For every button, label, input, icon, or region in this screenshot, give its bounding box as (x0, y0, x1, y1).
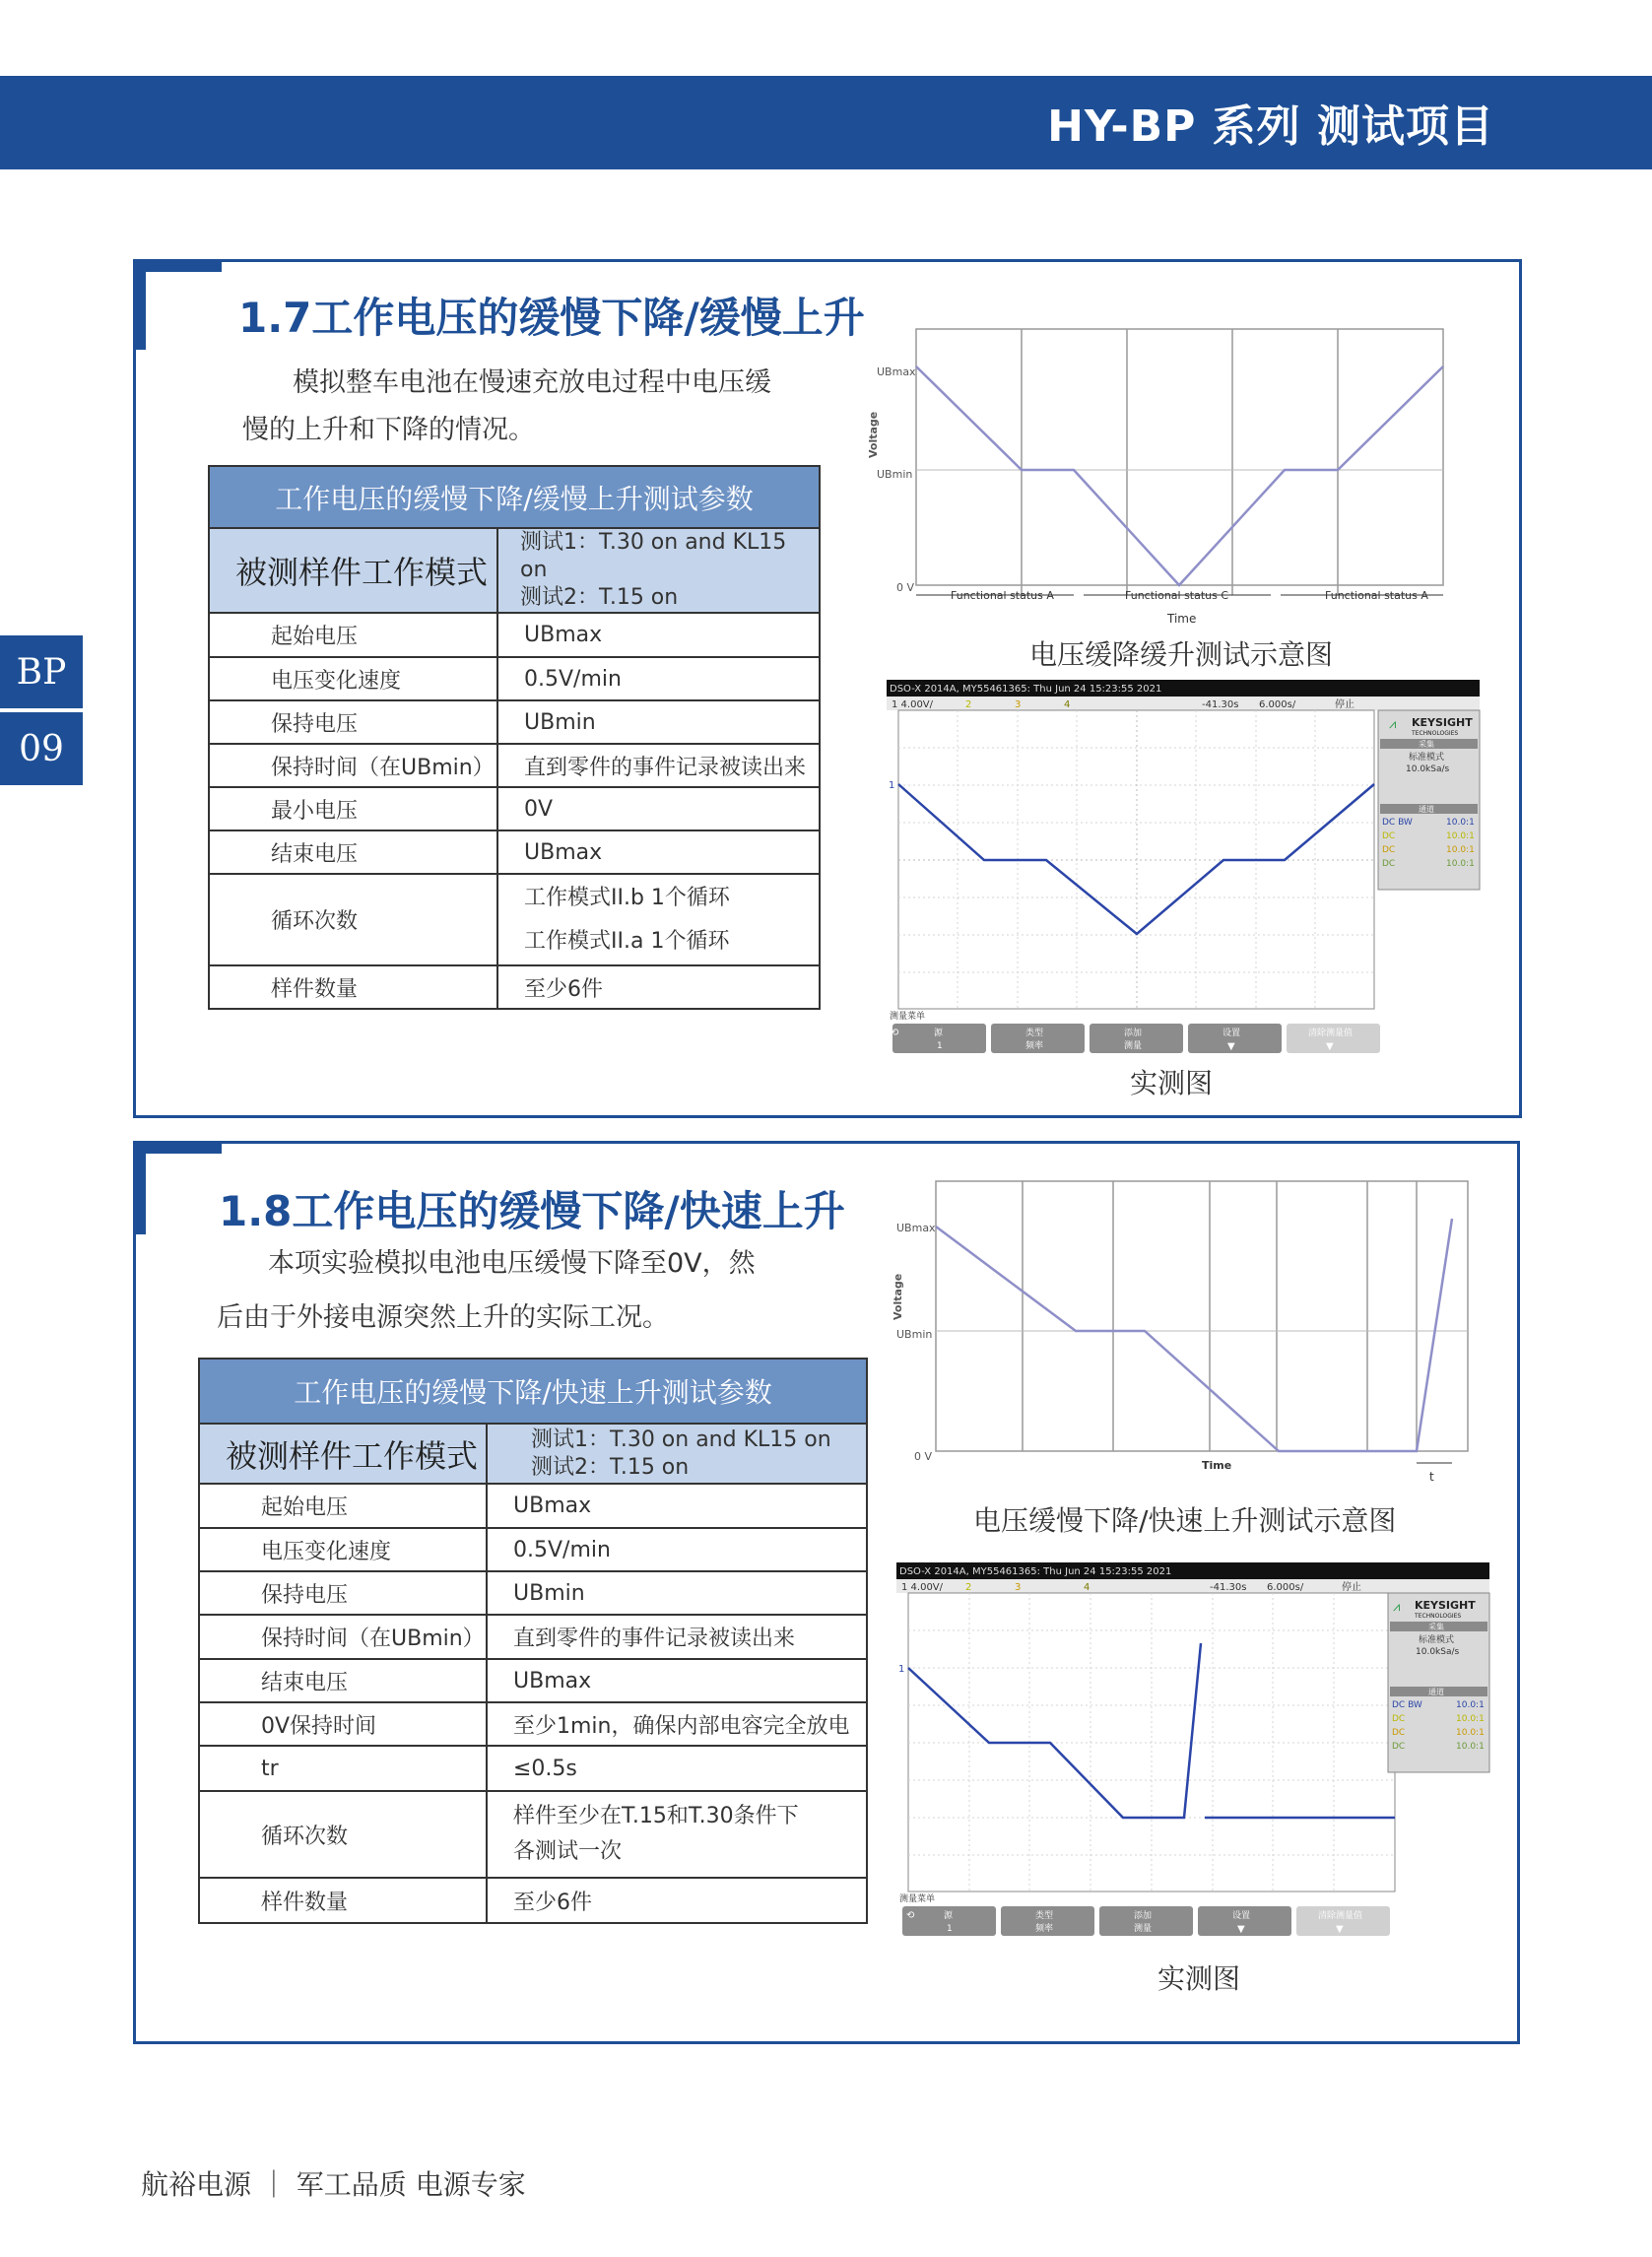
diagram-ubmin-label: UBmin (896, 1328, 933, 1341)
scope-ch4-label: 4 (1064, 699, 1071, 710)
scope-time-offset: -41.30s (1210, 1582, 1247, 1593)
scope-softkey-settings[interactable] (1198, 1906, 1291, 1936)
mode-value-1: 测试1：T.30 on and KL15 on (531, 1427, 831, 1452)
scope-ch4-probe: 10.0:1 (1456, 1742, 1485, 1752)
scope-brand: KEYSIGHT (1415, 1599, 1476, 1612)
scope-time-div: 6.000s/ (1259, 699, 1296, 710)
softkey-label: 设置 (1232, 1911, 1251, 1921)
section-1-8-corner-h (133, 1141, 222, 1154)
scope-menu-title: 测量菜单 (890, 1012, 926, 1022)
scope-ch1-probe: 10.0:1 (1446, 818, 1475, 828)
softkey-label: 源 (944, 1911, 954, 1921)
table-row: 保持时间（在UBmin） 直到零件的事件记录被读出来 (209, 744, 820, 787)
mode-label: 被测样件工作模式 (199, 1424, 487, 1484)
softkey-label: 类型 (1035, 1911, 1054, 1921)
page-number-tab: 09 (0, 712, 83, 785)
status-a-label: Functional status A (951, 589, 1054, 602)
cycle-value-1: 工作模式II.b 1个循环 (524, 885, 730, 910)
softkey-label: 设置 (1222, 1029, 1241, 1038)
softkey-label: 添加 (1134, 1911, 1153, 1921)
section-1-7-diagram (857, 320, 1458, 635)
section-1-8-scope (896, 1562, 1492, 1937)
softkey-value: 1 (947, 1924, 953, 1934)
diagram-zero-label: 0 V (896, 581, 915, 594)
scope-acq-mode: 标准模式 (1419, 1635, 1455, 1645)
cycle-value-1: 样件至少在T.15和T.30条件下 (513, 1804, 799, 1828)
softkey-value: 1 (937, 1041, 943, 1051)
scope-softkey-source[interactable] (902, 1906, 996, 1936)
softkey-value: 测量 (1134, 1924, 1153, 1934)
svg-text:1: 1 (889, 780, 895, 791)
softkey-value: 频率 (1025, 1041, 1044, 1051)
scope-ch3-coupling: DC (1382, 845, 1396, 855)
scope-softkey-settings[interactable] (1188, 1024, 1282, 1053)
scope-ch4-coupling: DC (1392, 1742, 1406, 1752)
section-1-7-desc-line1: 模拟整车电池在慢速充放电过程中电压缓 (293, 367, 771, 398)
scope-ch3-coupling: DC (1392, 1728, 1406, 1738)
diagram-t-label: t (1429, 1470, 1434, 1484)
scope-ch3-label: 3 (1015, 1582, 1022, 1593)
scope-ch2-coupling: DC (1382, 831, 1396, 841)
section-1-7-corner-h (133, 259, 222, 272)
softkey-label: 添加 (1124, 1029, 1143, 1038)
diagram-y-label: Voltage (867, 411, 880, 458)
table-header: 工作电压的缓慢下降/缓慢上升测试参数 (209, 466, 820, 528)
table-row: 循环次数 工作模式II.b 1个循环 工作模式II.a 1个循环 (209, 874, 820, 965)
scope-time-div: 6.000s/ (1267, 1582, 1304, 1593)
cycle-value-2: 各测试一次 (513, 1839, 623, 1864)
status-c-label: Functional status C (1125, 589, 1229, 602)
scope-ch3-label: 3 (1015, 699, 1022, 710)
section-1-7-scope (887, 680, 1483, 1054)
mode-value-1: 测试1：T.30 on and KL15 on (520, 530, 787, 582)
mode-label: 被测样件工作模式 (209, 528, 497, 613)
table-row: 结束电压 UBmax (209, 830, 820, 874)
scope-menu-title: 测量菜单 (899, 1894, 936, 1904)
scope-softkey-add[interactable] (1090, 1024, 1183, 1053)
svg-text:1: 1 (898, 1664, 905, 1675)
section-1-8-title: 1.8工作电压的缓慢下降/快速上升 (219, 1187, 845, 1235)
scope-ch4-probe: 10.0:1 (1446, 859, 1475, 869)
scope-stop: 停止 (1342, 1582, 1361, 1593)
scope-softkey-add[interactable] (1099, 1906, 1193, 1936)
table-row: 电压变化速度 0.5V/min (209, 657, 820, 700)
scope-acq-mode: 标准模式 (1409, 753, 1445, 763)
table-row: 样件数量 至少6件 (209, 965, 820, 1009)
down-arrow-icon: ▼ (1336, 1924, 1344, 1935)
scope-ch1-probe: 10.0:1 (1456, 1700, 1485, 1710)
scope-softkey-clear[interactable] (1287, 1024, 1380, 1053)
table-row: 循环次数 样件至少在T.15和T.30条件下 各测试一次 (199, 1791, 867, 1878)
table-row: 最小电压 0V (209, 787, 820, 830)
scope-ch2-label: 2 (965, 699, 972, 710)
section-1-7-diagram-caption: 电压缓降缓升测试示意图 (1029, 638, 1334, 671)
table-row: 保持时间（在UBmin） 直到零件的事件记录被读出来 (199, 1615, 867, 1659)
down-arrow-icon: ▼ (1326, 1041, 1334, 1052)
cycle-value-2: 工作模式II.a 1个循环 (524, 928, 730, 954)
diagram-x-label: Time (1202, 1459, 1232, 1472)
section-1-7-corner-v (133, 259, 146, 350)
status-a2-label: Functional status A (1325, 589, 1428, 602)
scope-ch4-coupling: DC (1382, 859, 1396, 869)
scope-softkey-type[interactable] (991, 1024, 1085, 1053)
diagram-ubmin-label: UBmin (877, 468, 913, 481)
scope-acq-rate: 10.0kSa/s (1406, 764, 1450, 774)
svg-text:⟲: ⟲ (906, 1910, 915, 1921)
scope-ch3-probe: 10.0:1 (1446, 845, 1475, 855)
footer-text: 航裕电源 ｜ 军工品质 电源专家 (141, 2168, 526, 2201)
scope-ch1-label: 1 4.00V/ (892, 699, 934, 710)
scope-ch2-coupling: DC (1392, 1714, 1406, 1724)
scope-softkey-source[interactable] (891, 1024, 986, 1053)
down-arrow-icon: ▼ (1227, 1041, 1235, 1052)
svg-text:⟲: ⟲ (891, 1028, 899, 1038)
table-header: 工作电压的缓慢下降/快速上升测试参数 (199, 1359, 867, 1424)
scope-stop: 停止 (1335, 699, 1355, 710)
scope-ch2-probe: 10.0:1 (1456, 1714, 1485, 1724)
softkey-label: 清除测量值 (1318, 1911, 1363, 1921)
softkey-label: 类型 (1025, 1029, 1044, 1038)
section-1-7-scope-caption: 实测图 (1130, 1067, 1214, 1099)
softkey-value: 测量 (1124, 1041, 1143, 1051)
scope-time-offset: -41.30s (1202, 699, 1239, 710)
scope-acq-rate: 10.0kSa/s (1416, 1647, 1460, 1657)
scope-top-info: DSO-X 2014A, MY55461365: Thu Jun 24 15:23:55 2021 (890, 684, 1162, 695)
diagram-y-label: Voltage (892, 1273, 904, 1320)
mode-value (497, 528, 820, 613)
section-1-7-desc-line2: 慢的上升和下降的情况。 (242, 415, 535, 445)
scope-channel-title: 通道 (1419, 805, 1434, 814)
section-1-8-param-table (198, 1358, 868, 1924)
page-header-title: HY-BP 系列 测试项目 (1047, 101, 1494, 152)
mode-value-2: 测试2：T.15 on (520, 585, 679, 610)
section-1-7-title: 1.7工作电压的缓慢下降/缓慢上升 (238, 294, 865, 342)
mode-value (487, 1424, 867, 1484)
softkey-label: 清除测量值 (1308, 1029, 1354, 1038)
table-row: tr ≤0.5s (199, 1746, 867, 1791)
table-row: 保持电压 UBmin (199, 1571, 867, 1615)
section-1-8-scope-caption: 实测图 (1157, 1962, 1241, 1995)
svg-text:⩘: ⩘ (1393, 1600, 1401, 1615)
scope-ch2-probe: 10.0:1 (1446, 831, 1475, 841)
softkey-value: 频率 (1035, 1924, 1054, 1934)
table-row: 起始电压 UBmax (209, 613, 820, 657)
scope-acq-title: 采集 (1428, 1623, 1444, 1631)
scope-brand: KEYSIGHT (1412, 716, 1473, 729)
scope-ch4-label: 4 (1084, 1582, 1090, 1593)
section-1-8-diagram (887, 1177, 1478, 1493)
scope-ch1-coupling: DC BW (1382, 818, 1413, 828)
table-row: 0V保持时间 至少1min，确保内部电容完全放电 (199, 1702, 867, 1746)
section-1-8-corner-v (133, 1141, 146, 1234)
scope-top-info: DSO-X 2014A, MY55461365: Thu Jun 24 15:23:55 2021 (899, 1566, 1172, 1577)
scope-ch3-probe: 10.0:1 (1456, 1728, 1485, 1738)
section-1-8-desc-line2: 后由于外接电源突然上升的实际工况。 (217, 1302, 669, 1333)
section-1-7-param-table (208, 465, 821, 1010)
scope-softkey-type[interactable] (1001, 1906, 1094, 1936)
down-arrow-icon: ▼ (1237, 1924, 1245, 1935)
scope-ch2-label: 2 (965, 1582, 972, 1593)
diagram-x-label: Time (1167, 612, 1197, 626)
softkey-label: 源 (934, 1029, 944, 1038)
scope-softkey-clear[interactable] (1296, 1906, 1390, 1936)
section-1-8-diagram-caption: 电压缓慢下降/快速上升测试示意图 (973, 1504, 1397, 1537)
scope-acq-title: 采集 (1419, 740, 1434, 749)
table-row: 保持电压 UBmin (209, 700, 820, 744)
diagram-ubmax-label: UBmax (877, 365, 916, 378)
section-1-8-desc-line1: 本项实验模拟电池电压缓慢下降至0V，然 (268, 1248, 756, 1279)
scope-ch1-label: 1 4.00V/ (901, 1582, 944, 1593)
mode-value-2: 测试2：T.15 on (531, 1454, 690, 1480)
diagram-zero-label: 0 V (914, 1450, 933, 1463)
diagram-ubmax-label: UBmax (896, 1222, 936, 1234)
table-row: 结束电压 UBmax (199, 1659, 867, 1702)
series-tab: BP (0, 635, 83, 708)
scope-ch1-coupling: DC BW (1392, 1700, 1422, 1710)
table-row: 电压变化速度 0.5V/min (199, 1528, 867, 1571)
scope-brand-sub: TECHNOLOGIES (1415, 1613, 1462, 1620)
table-row: 样件数量 至少6件 (199, 1878, 867, 1923)
scope-channel-title: 通道 (1428, 1688, 1444, 1696)
scope-brand-sub: TECHNOLOGIES (1412, 730, 1459, 737)
svg-text:⩘: ⩘ (1389, 717, 1397, 732)
table-row: 起始电压 UBmax (199, 1484, 867, 1528)
